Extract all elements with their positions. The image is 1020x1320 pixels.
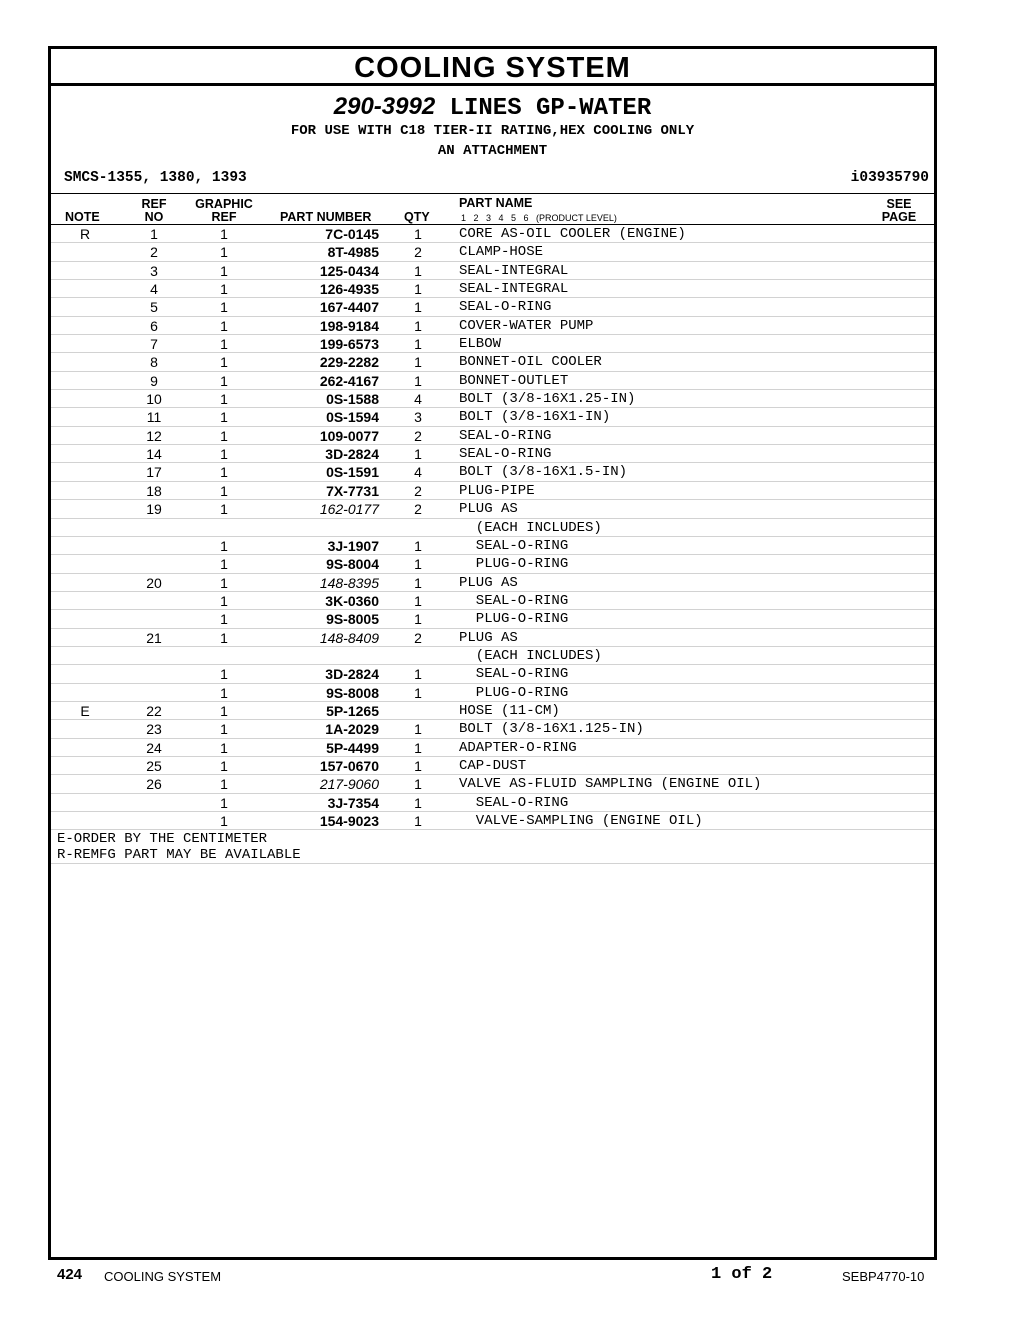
part-number-cell: 0S-1591 bbox=[326, 464, 379, 481]
notes-divider bbox=[51, 863, 934, 864]
part-name-cell: (EACH INCLUDES) bbox=[459, 647, 602, 664]
graphic-ref-cell: 1 bbox=[220, 281, 228, 298]
graphic-ref-cell: 1 bbox=[220, 336, 228, 353]
part-number-cell: 199-6573 bbox=[319, 336, 379, 353]
part-number-cell: 7C-0145 bbox=[325, 226, 379, 242]
ref-no-cell: 7 bbox=[150, 336, 158, 353]
qty-cell: 1 bbox=[414, 537, 422, 554]
qty-cell: 1 bbox=[414, 611, 422, 628]
part-name-cell: CLAMP-HOSE bbox=[459, 244, 544, 261]
graphic-ref-cell: 1 bbox=[220, 244, 228, 261]
ref-no-cell: 9 bbox=[150, 372, 158, 389]
table-row bbox=[51, 408, 934, 426]
part-name-cell: SEAL-O-RING bbox=[459, 666, 569, 683]
table-row bbox=[51, 482, 934, 500]
table-row bbox=[51, 243, 934, 261]
parts-list bbox=[51, 225, 934, 830]
qty-cell: 1 bbox=[414, 226, 422, 242]
table-row bbox=[51, 647, 934, 665]
part-name-cell: SEAL-O-RING bbox=[459, 299, 552, 316]
ref-no-cell: 8 bbox=[150, 354, 158, 371]
graphic-ref-cell: 1 bbox=[220, 427, 228, 444]
qty-cell: 2 bbox=[414, 501, 422, 518]
part-name-cell: ELBOW bbox=[459, 336, 502, 353]
part-number-cell: 8T-4985 bbox=[327, 244, 379, 261]
part-number-cell: 3K-0360 bbox=[325, 592, 379, 609]
graphic-ref-cell: 1 bbox=[220, 794, 228, 811]
ref-no-cell: 18 bbox=[146, 482, 162, 499]
table-row bbox=[51, 317, 934, 335]
table-row bbox=[51, 427, 934, 445]
ref-no-cell: 5 bbox=[150, 299, 158, 316]
col-see-bottom: PAGE bbox=[881, 210, 917, 224]
col-graphic-top: GRAPHIC bbox=[195, 197, 253, 211]
part-name-cell: PLUG-O-RING bbox=[459, 556, 569, 573]
illustration-id: i03935790 bbox=[850, 170, 929, 186]
qty-cell: 1 bbox=[414, 262, 422, 279]
qty-cell: 1 bbox=[414, 684, 422, 701]
graphic-ref-cell: 1 bbox=[220, 299, 228, 316]
group-name: LINES GP-WATER bbox=[449, 95, 652, 122]
table-row bbox=[51, 298, 934, 316]
group-usage: FOR USE WITH C18 TIER-II RATING,HEX COOLING ONLY bbox=[290, 123, 695, 139]
part-number-cell: 262-4167 bbox=[319, 372, 379, 389]
part-name-cell: VALVE AS-FLUID SAMPLING (ENGINE OIL) bbox=[459, 776, 762, 793]
graphic-ref-cell: 1 bbox=[220, 391, 228, 408]
table-row bbox=[51, 684, 934, 702]
part-name-cell: BONNET-OIL COOLER bbox=[459, 354, 602, 371]
part-name-cell: BOLT (3/8-16X1.5-IN) bbox=[459, 464, 628, 481]
part-number-cell: 157-0670 bbox=[319, 757, 379, 774]
part-number-cell: 3D-2824 bbox=[325, 446, 379, 463]
table-row bbox=[51, 702, 934, 720]
group-heading bbox=[51, 93, 934, 122]
qty-cell: 1 bbox=[414, 354, 422, 371]
graphic-ref-cell: 1 bbox=[220, 629, 228, 646]
table-row bbox=[51, 390, 934, 408]
part-number-cell: 162-0177 bbox=[319, 501, 379, 518]
part-name-cell: SEAL-O-RING bbox=[459, 446, 552, 463]
part-name-cell: PLUG-O-RING bbox=[459, 684, 569, 701]
table-row bbox=[51, 445, 934, 463]
group-attachment: AN ATTACHMENT bbox=[437, 143, 548, 159]
part-number-cell: 0S-1588 bbox=[326, 391, 379, 408]
ref-no-cell: 2 bbox=[150, 244, 158, 261]
graphic-ref-cell: 1 bbox=[220, 501, 228, 518]
part-name-cell: PLUG AS bbox=[459, 629, 518, 646]
part-number-cell: 5P-4499 bbox=[326, 739, 379, 756]
qty-cell: 1 bbox=[414, 776, 422, 793]
footer-doc-id: SEBP4770-10 bbox=[842, 1269, 925, 1284]
qty-cell: 1 bbox=[414, 739, 422, 756]
graphic-ref-cell: 1 bbox=[220, 684, 228, 701]
table-row bbox=[51, 665, 934, 683]
ref-no-cell: 24 bbox=[146, 739, 162, 756]
part-name-cell: HOSE (11-CM) bbox=[459, 702, 560, 719]
qty-cell: 2 bbox=[414, 427, 422, 444]
part-name-cell: BOLT (3/8-16X1-IN) bbox=[459, 409, 611, 426]
col-part-number: PART NUMBER bbox=[280, 210, 372, 224]
table-row bbox=[51, 775, 934, 793]
col-note: NOTE bbox=[65, 210, 100, 224]
ref-no-cell: 10 bbox=[146, 391, 162, 408]
part-number-cell: 9S-8004 bbox=[326, 556, 379, 573]
col-product-levels: 1 2 3 4 5 6 (PRODUCT LEVEL) bbox=[461, 213, 617, 223]
graphic-ref-cell: 1 bbox=[220, 537, 228, 554]
table-row bbox=[51, 372, 934, 390]
table-row bbox=[51, 463, 934, 481]
footer-page-number: 424 bbox=[57, 1266, 83, 1283]
part-name-cell: SEAL-O-RING bbox=[459, 794, 569, 811]
qty-cell: 1 bbox=[414, 317, 422, 334]
part-number-cell: 5P-1265 bbox=[326, 702, 379, 719]
qty-cell: 1 bbox=[414, 446, 422, 463]
ref-no-cell: 26 bbox=[146, 776, 162, 793]
part-number-cell: 7X-7731 bbox=[326, 482, 379, 499]
qty-cell: 2 bbox=[414, 629, 422, 646]
graphic-ref-cell: 1 bbox=[220, 757, 228, 774]
ref-no-cell: 22 bbox=[146, 702, 162, 719]
qty-cell: 1 bbox=[414, 592, 422, 609]
qty-cell: 1 bbox=[414, 574, 422, 591]
footer-page-of: 1 of 2 bbox=[711, 1265, 773, 1284]
table-row bbox=[51, 592, 934, 610]
ref-no-cell: 17 bbox=[146, 464, 162, 481]
part-number-cell: 9S-8008 bbox=[326, 684, 379, 701]
col-part-name: PART NAME bbox=[459, 196, 533, 210]
table-row bbox=[51, 262, 934, 280]
table-row bbox=[51, 519, 934, 537]
part-name-cell: CORE AS-OIL COOLER (ENGINE) bbox=[459, 226, 686, 242]
ref-no-cell: 12 bbox=[146, 427, 162, 444]
footnote-e: E-ORDER BY THE CENTIMETER bbox=[57, 831, 268, 847]
col-ref-top: REF bbox=[141, 197, 167, 211]
graphic-ref-cell: 1 bbox=[220, 592, 228, 609]
part-name-cell: (EACH INCLUDES) bbox=[459, 519, 602, 536]
part-name-cell: PLUG AS bbox=[459, 574, 518, 591]
part-name-cell: BONNET-OUTLET bbox=[459, 372, 569, 389]
graphic-ref-cell: 1 bbox=[220, 776, 228, 793]
qty-cell: 1 bbox=[414, 666, 422, 683]
qty-cell: 1 bbox=[414, 336, 422, 353]
table-row bbox=[51, 757, 934, 775]
table-row bbox=[51, 739, 934, 757]
ref-no-cell: 3 bbox=[150, 262, 158, 279]
qty-cell: 4 bbox=[414, 391, 422, 408]
part-name-cell: COVER-WATER PUMP bbox=[459, 317, 594, 334]
graphic-ref-cell: 1 bbox=[220, 702, 228, 719]
part-number-cell: 148-8409 bbox=[319, 629, 379, 646]
footer-section: COOLING SYSTEM bbox=[104, 1269, 222, 1284]
qty-cell: 1 bbox=[414, 556, 422, 573]
part-name-cell: BOLT (3/8-16X1.25-IN) bbox=[459, 391, 636, 408]
part-number-cell: 9S-8005 bbox=[326, 611, 379, 628]
graphic-ref-cell: 1 bbox=[220, 574, 228, 591]
part-name-cell: SEAL-O-RING bbox=[459, 537, 569, 554]
part-number-cell: 126-4935 bbox=[319, 281, 379, 298]
qty-cell: 2 bbox=[414, 244, 422, 261]
note-cell: R bbox=[79, 226, 91, 242]
table-row bbox=[51, 610, 934, 628]
table-row bbox=[51, 500, 934, 518]
graphic-ref-cell: 1 bbox=[220, 666, 228, 683]
ref-no-cell: 1 bbox=[150, 226, 158, 242]
part-number-cell: 198-9184 bbox=[319, 317, 379, 334]
graphic-ref-cell: 1 bbox=[220, 262, 228, 279]
page-title: COOLING SYSTEM bbox=[51, 49, 934, 86]
ref-no-cell: 25 bbox=[146, 757, 162, 774]
table-row bbox=[51, 629, 934, 647]
part-number-cell: 148-8395 bbox=[319, 574, 379, 591]
qty-cell: 1 bbox=[414, 299, 422, 316]
part-number-cell: 217-9060 bbox=[319, 776, 379, 793]
graphic-ref-cell: 1 bbox=[220, 556, 228, 573]
col-qty: QTY bbox=[404, 210, 430, 224]
page-frame bbox=[48, 46, 937, 1260]
table-row bbox=[51, 537, 934, 555]
qty-cell: 1 bbox=[414, 372, 422, 389]
part-name-cell: VALVE-SAMPLING (ENGINE OIL) bbox=[459, 813, 703, 829]
qty-cell: 1 bbox=[414, 757, 422, 774]
qty-cell: 1 bbox=[414, 281, 422, 298]
part-number-cell: 154-9023 bbox=[319, 813, 379, 829]
ref-no-cell: 20 bbox=[146, 574, 162, 591]
ref-no-cell: 23 bbox=[146, 721, 162, 738]
qty-cell: 2 bbox=[414, 482, 422, 499]
part-name-cell: PLUG AS bbox=[459, 501, 518, 518]
graphic-ref-cell: 1 bbox=[220, 721, 228, 738]
footnote-r: R-REMFG PART MAY BE AVAILABLE bbox=[57, 846, 301, 863]
table-row bbox=[51, 794, 934, 812]
table-row bbox=[51, 335, 934, 353]
table-row bbox=[51, 720, 934, 738]
part-name-cell: SEAL-O-RING bbox=[459, 427, 552, 444]
table-row bbox=[51, 353, 934, 371]
ref-no-cell: 14 bbox=[146, 446, 162, 463]
graphic-ref-cell: 1 bbox=[220, 611, 228, 628]
part-name-cell: SEAL-INTEGRAL bbox=[459, 262, 569, 279]
graphic-ref-cell: 1 bbox=[220, 317, 228, 334]
part-name-cell: PLUG-PIPE bbox=[459, 482, 535, 499]
part-number-cell: 167-4407 bbox=[319, 299, 379, 316]
col-see-top: SEE bbox=[886, 197, 912, 211]
part-number-cell: 229-2282 bbox=[319, 354, 379, 371]
smcs-codes: SMCS-1355, 1380, 1393 bbox=[64, 170, 247, 186]
part-number-cell: 3J-1907 bbox=[327, 537, 379, 554]
part-name-cell: CAP-DUST bbox=[459, 757, 527, 774]
column-header bbox=[51, 193, 934, 225]
footnotes bbox=[57, 832, 301, 863]
graphic-ref-cell: 1 bbox=[220, 354, 228, 371]
part-name-cell: BOLT (3/8-16X1.125-IN) bbox=[459, 721, 644, 738]
qty-cell: 1 bbox=[414, 794, 422, 811]
ref-no-cell: 19 bbox=[146, 501, 162, 518]
part-name-cell: SEAL-O-RING bbox=[459, 592, 569, 609]
table-row bbox=[51, 812, 934, 830]
note-cell: E bbox=[80, 702, 90, 719]
qty-cell: 1 bbox=[414, 813, 422, 829]
ref-no-cell: 4 bbox=[150, 281, 158, 298]
qty-cell: 4 bbox=[414, 464, 422, 481]
qty-cell: 3 bbox=[414, 409, 422, 426]
graphic-ref-cell: 1 bbox=[220, 226, 228, 242]
graphic-ref-cell: 1 bbox=[220, 372, 228, 389]
part-number-cell: 125-0434 bbox=[319, 262, 379, 279]
part-number-cell: 109-0077 bbox=[319, 427, 379, 444]
part-name-cell: SEAL-INTEGRAL bbox=[459, 281, 569, 298]
graphic-ref-cell: 1 bbox=[220, 464, 228, 481]
table-row bbox=[51, 280, 934, 298]
ref-no-cell: 11 bbox=[146, 409, 162, 426]
graphic-ref-cell: 1 bbox=[220, 813, 228, 829]
graphic-ref-cell: 1 bbox=[220, 446, 228, 463]
part-name-cell: PLUG-O-RING bbox=[459, 611, 569, 628]
part-number-cell: 0S-1594 bbox=[326, 409, 379, 426]
ref-no-cell: 6 bbox=[150, 317, 158, 334]
graphic-ref-cell: 1 bbox=[220, 739, 228, 756]
col-ref-bottom: NO bbox=[144, 210, 164, 224]
part-number-cell: 3D-2824 bbox=[325, 666, 379, 683]
part-number-cell: 3J-7354 bbox=[327, 794, 379, 811]
table-row bbox=[51, 555, 934, 573]
qty-cell: 1 bbox=[414, 721, 422, 738]
part-name-cell: ADAPTER-O-RING bbox=[459, 739, 577, 756]
group-part-number: 290-3992 bbox=[333, 93, 436, 120]
table-row bbox=[51, 225, 934, 243]
ref-no-cell: 21 bbox=[146, 629, 162, 646]
graphic-ref-cell: 1 bbox=[220, 482, 228, 499]
part-number-cell: 1A-2029 bbox=[325, 721, 379, 738]
table-row bbox=[51, 574, 934, 592]
col-graphic-bottom: REF bbox=[211, 210, 237, 224]
graphic-ref-cell: 1 bbox=[220, 409, 228, 426]
